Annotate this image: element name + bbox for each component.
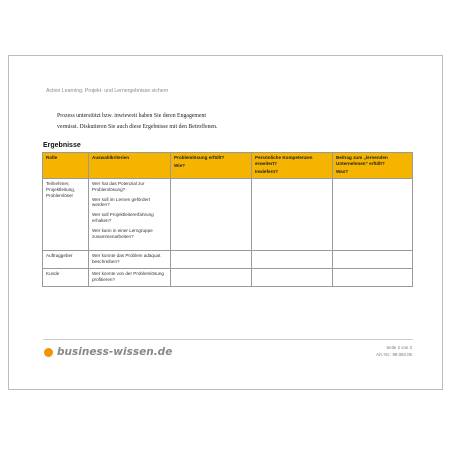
logo-text: business-wissen.de [57, 346, 173, 358]
criterion-item: Wer hat das Potenzial zur Problemlösung? [92, 181, 145, 192]
cell-kriterien [89, 251, 171, 269]
cell-rolle: Auftraggeber [43, 251, 89, 269]
cell-empty[interactable] [333, 251, 413, 269]
footer-meta [376, 345, 412, 358]
intro-line-1: Prozess unterstützt bzw. inwieweit haben Sie deren Engagement [57, 113, 207, 119]
footer-divider [43, 339, 413, 340]
cell-empty[interactable] [252, 179, 333, 251]
intro-paragraph [57, 111, 357, 133]
cell-empty[interactable] [171, 269, 252, 287]
cell-empty[interactable] [171, 179, 252, 251]
criterion-item: Wer konnte das Problem adäquat beschreiben? [92, 253, 161, 264]
table-row [43, 179, 413, 251]
header-rolle: Rolle [43, 153, 89, 179]
table-row [43, 269, 413, 287]
cell-empty[interactable] [333, 269, 413, 287]
intro-line-2: vermisst. Diskutieren Sie auch diese Ergebnisse mit den Betroffenen. [57, 124, 218, 130]
cell-kriterien [89, 179, 171, 251]
cell-empty[interactable] [252, 269, 333, 287]
cell-rolle: Kunde [43, 269, 89, 287]
cell-empty[interactable] [252, 251, 333, 269]
cell-kriterien [89, 269, 171, 287]
header-problemloesung-sub: Wie? [174, 162, 185, 168]
document-page [8, 55, 443, 390]
criterion-item: Wer kann in einer Lerngruppe zusammenarbeiten? [92, 227, 153, 239]
header-kompetenzen: Persönliche Kompetenzen erweitert? Inwiefern? [252, 153, 333, 179]
document-header-title: Action Learning: Projekt- und Lernergebnisse sichern [46, 88, 169, 94]
results-table [42, 152, 413, 287]
criterion-item: Wer konnte von der Problemlösung profitieren? [92, 271, 164, 282]
criterion-item: Wer soll im Lernen gefördert werden? [92, 196, 150, 208]
page-number: Seite 2 von 3 [386, 345, 412, 350]
header-kompetenzen-sub: Inwiefern? [255, 168, 278, 174]
article-number: Art.-Nr.: 99.092.06 [376, 351, 412, 357]
cell-empty[interactable] [333, 179, 413, 251]
table-row [43, 251, 413, 269]
criterion-item: Wer soll Projektleitererfahrung erhalten? [92, 212, 154, 223]
header-problemloesung: Problemlösung erfüllt? Wie? [171, 153, 252, 179]
header-beitrag-sub: Was? [336, 168, 349, 174]
business-wissen-logo [44, 346, 172, 358]
logo-dot-icon [44, 348, 53, 357]
cell-rolle: Teilnehmer, Projektleitung, Problemlöser [43, 179, 89, 251]
section-title: Ergebnisse [43, 142, 81, 149]
header-auswahlkriterien: Auswahlkriterien [89, 153, 171, 179]
header-beitrag: Beitrag zum „lernenden Unternehmen“ erfüllt? Was? [333, 153, 413, 179]
cell-empty[interactable] [171, 251, 252, 269]
table-header-row [43, 153, 413, 179]
